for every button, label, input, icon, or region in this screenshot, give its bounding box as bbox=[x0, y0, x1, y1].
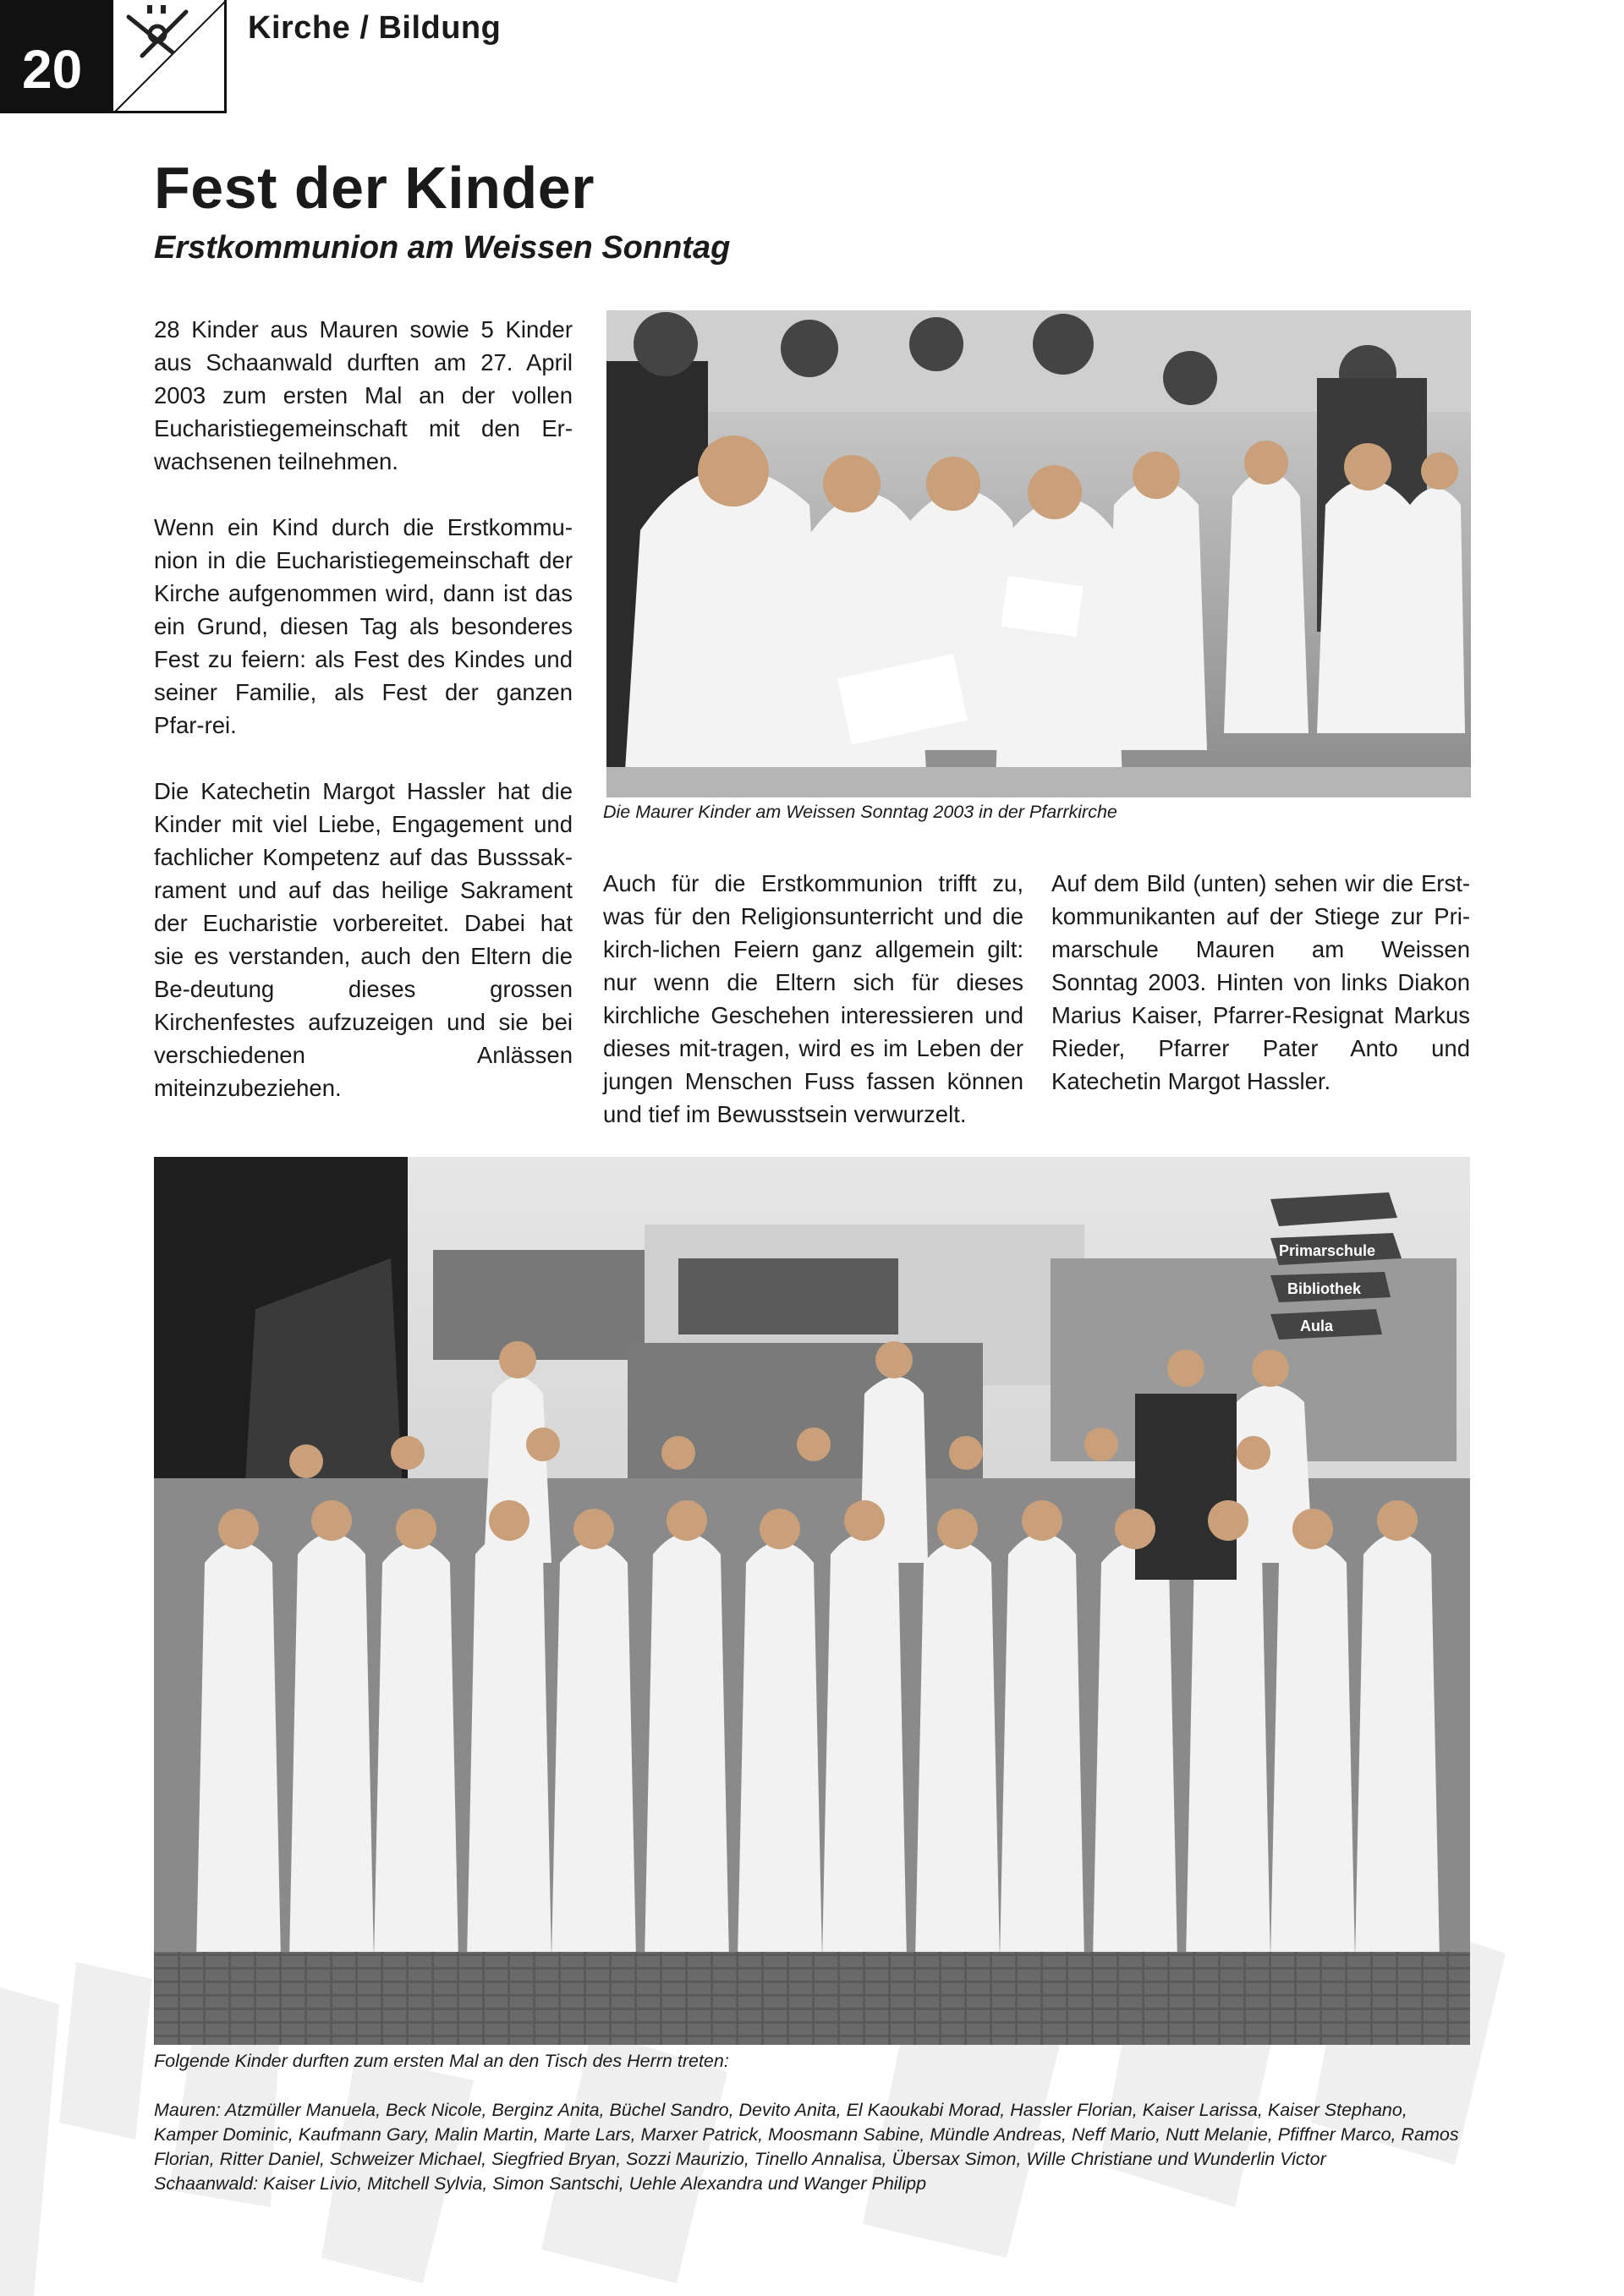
paragraph: Auf dem Bild (unten) sehen wir die Erst-kommunikanten auf der Stiege zur Pri-marschule Mauren am Weissen Sonntag 2003. Hinten von links Diakon Marius Kaiser, Pfarrer-Resignat Markus Rieder, Pfarrer Pater Anto und Katechetin Margot Hassler. bbox=[1051, 870, 1470, 1094]
article-column-3 bbox=[1051, 867, 1470, 1131]
photo-caption-group: Folgende Kinder durften zum ersten Mal an den Tisch des Herrn treten: bbox=[154, 2051, 729, 2071]
article-column-2 bbox=[603, 867, 1023, 1164]
sign-aula: Aula bbox=[1300, 1318, 1334, 1334]
sign-primarschule: Primarschule bbox=[1279, 1242, 1376, 1259]
photo-church-children bbox=[606, 310, 1471, 797]
page-number-box bbox=[0, 0, 113, 113]
photo-caption-church: Die Maurer Kinder am Weissen Sonntag 2003 in der Pfarrkirche bbox=[603, 802, 1117, 822]
page-number: 20 bbox=[22, 39, 83, 100]
paragraph: Auch für die Erstkommunion trifft zu, was für den Religionsunterricht und die kirch-lichen Feiern ganz allgemein gilt: nur wenn die Eltern sich für dieses kirchliche Geschehen interessieren und dieses mit-tragen, wird es im Leben der jungen Menschen Fuss fassen können und tief im Bewusstsein verwurzelt. bbox=[603, 870, 1023, 1127]
coat-of-arms-icon bbox=[113, 0, 227, 113]
photo-group-stairs bbox=[154, 1157, 1470, 2045]
article-title: Fest der Kinder bbox=[154, 155, 595, 221]
article-subtitle: Erstkommunion am Weissen Sonntag bbox=[154, 230, 731, 266]
paragraph: 28 Kinder aus Mauren sowie 5 Kinder aus Schaanwald durften am 27. April 2003 zum ersten Mal an der vollen Eucharistiegemeinschaft mit den Er-wachsenen teilnehmen. bbox=[154, 316, 573, 474]
sign-bibliothek: Bibliothek bbox=[1287, 1280, 1362, 1297]
names-mauren: Mauren: Atzmüller Manuela, Beck Nicole, Berginz Anita, Büchel Sandro, Devito Anita, El Kaoukabi Morad, Hassler Florian, Kaiser Larissa, Kaiser Stephano, Kamper Dominic, Kaufmann Gary, Malin Martin, Marte Lars, Marxer Patrick, Moosmann Sabine, Mündle Andreas, Neff Mario, Nutt Melanie, Pfiffner Marco, Ramos Florian, Ritter Daniel, Schweizer Michael, Siegfried Bryan, Sozzi Maurizio, Tinello Annalisa, Übersax Simon, Wille Christiane und Wunderlin Victor bbox=[154, 2100, 1459, 2169]
paragraph: Wenn ein Kind durch die Erstkommu-nion in die Eucharistiegemeinschaft der Kirche aufgenommen wird, dann ist das ein Grund, diesen Tag als besonderes Fest zu feiern: als Fest des Kindes und seiner Familie, als Fest der ganzen Pfar-rei. bbox=[154, 514, 573, 738]
names-schaanwald: Schaanwald: Kaiser Livio, Mitchell Sylvia, Simon Santschi, Uehle Alexandra und Wanger Philipp bbox=[154, 2173, 927, 2194]
participant-names bbox=[154, 2098, 1470, 2196]
section-title: Kirche / Bildung bbox=[248, 10, 502, 46]
article-column-1 bbox=[154, 313, 573, 1137]
paragraph: Die Katechetin Margot Hassler hat die Kinder mit viel Liebe, Engagement und fachlicher Kompetenz auf das Busssak-rament und auf das heilige Sakrament der Eucharistie vorbereitet. Dabei hat sie es verstanden, auch den Eltern die Be-deutung dieses grossen Kirchenfestes aufzuzeigen und sie bei verschiedenen Anlässen miteinzubeziehen. bbox=[154, 778, 573, 1101]
